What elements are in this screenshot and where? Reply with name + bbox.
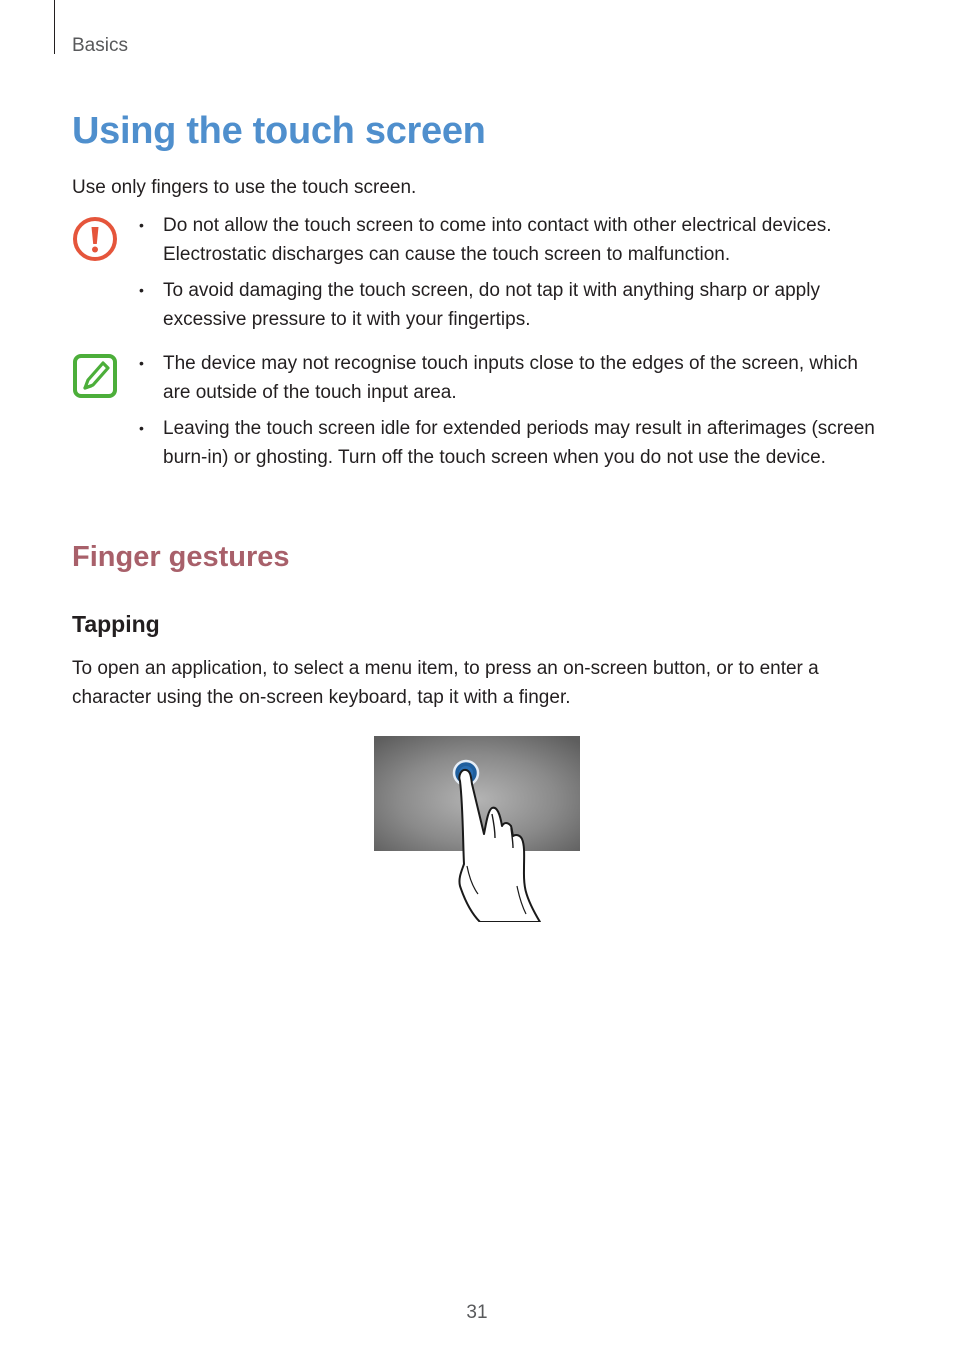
caution-notice bbox=[72, 211, 882, 341]
page-number: 31 bbox=[466, 1302, 488, 1323]
tap-gesture-icon bbox=[374, 736, 580, 922]
bullet: • bbox=[139, 282, 144, 298]
list-item bbox=[139, 414, 882, 472]
tip-list bbox=[72, 349, 882, 472]
caution-icon bbox=[72, 216, 118, 262]
tip-item-text: Leaving the touch screen idle for extended periods may result in afterimages (screen burn-in) or ghosting. Turn off the touch screen when you do not use the device. bbox=[163, 418, 875, 468]
bullet: • bbox=[139, 217, 144, 233]
intro-text: Use only fingers to use the touch screen. bbox=[72, 177, 417, 198]
note-icon bbox=[72, 353, 118, 399]
section-label: Basics bbox=[72, 35, 128, 56]
caution-item-text: To avoid damaging the touch screen, do not tap it with anything sharp or apply excessive pressure to it with your fingertips. bbox=[163, 280, 820, 330]
topic-title: Tapping bbox=[72, 611, 160, 637]
tip-notice bbox=[72, 349, 882, 479]
bullet: • bbox=[139, 355, 144, 371]
subsection-title: Finger gestures bbox=[72, 541, 290, 573]
margin-rule bbox=[54, 0, 55, 54]
page-title: Using the touch screen bbox=[72, 110, 486, 152]
caution-item-text: Do not allow the touch screen to come into contact with other electrical devices. Electrostatic discharges can cause the touch screen to malfunction. bbox=[163, 215, 832, 265]
list-item bbox=[139, 276, 882, 334]
tapping-description: To open an application, to select a menu item, to press an on-screen button, or to enter a character using the on-screen keyboard, tap it with a finger. bbox=[72, 658, 819, 708]
tip-item-text: The device may not recognise touch inputs close to the edges of the screen, which are outside of the touch input area. bbox=[163, 353, 858, 403]
list-item bbox=[139, 211, 882, 269]
list-item bbox=[139, 349, 882, 407]
caution-list bbox=[72, 211, 882, 334]
bullet: • bbox=[139, 420, 144, 436]
